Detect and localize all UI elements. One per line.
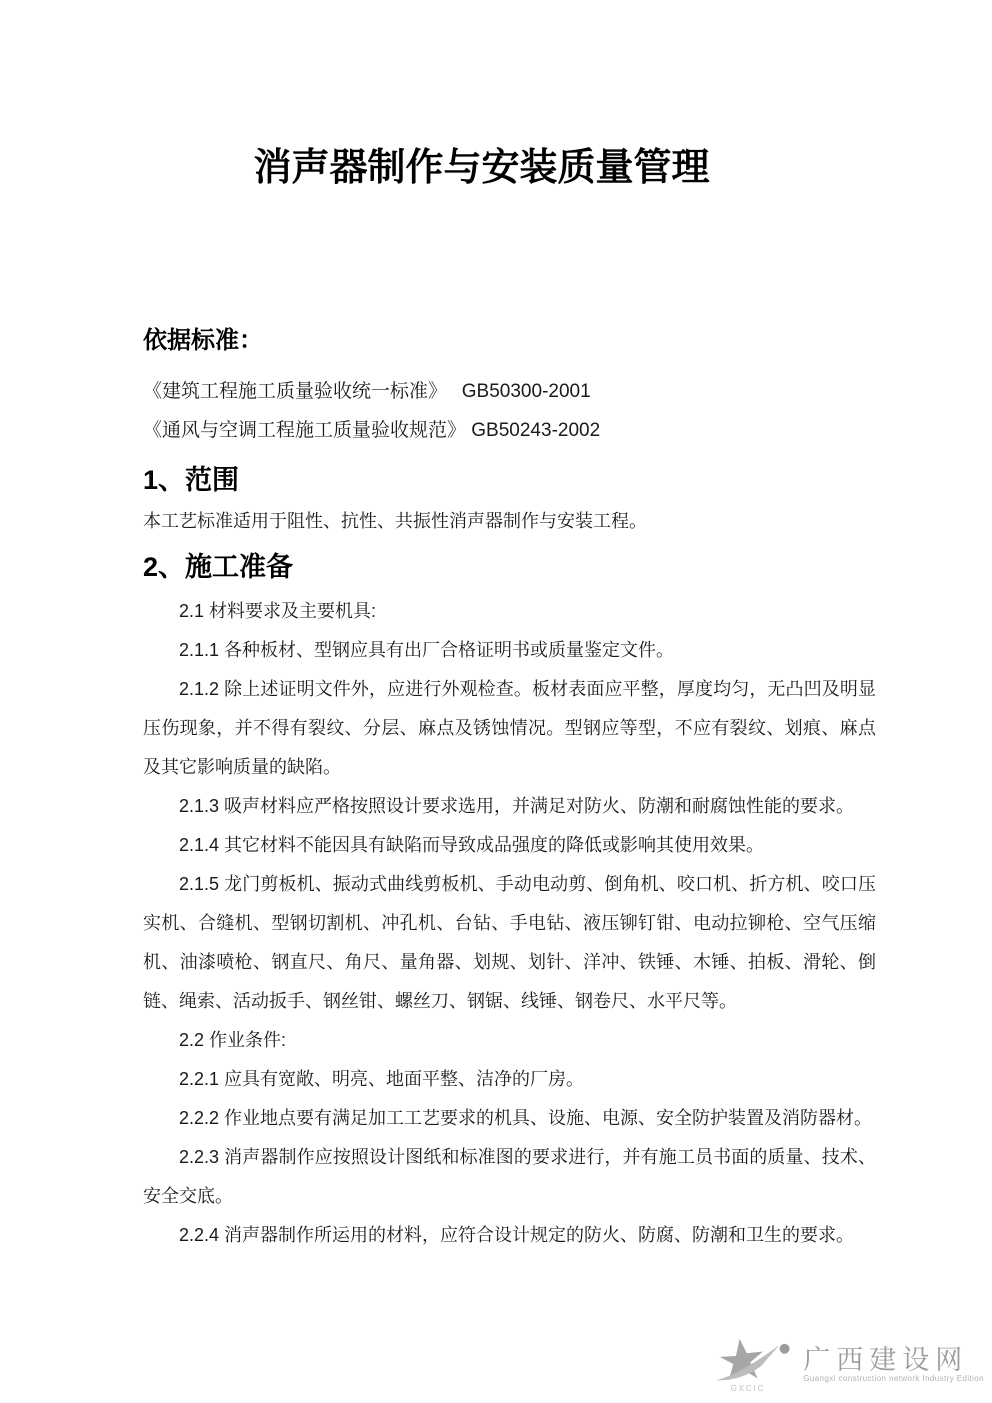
star-logo-icon <box>709 1333 799 1397</box>
paragraph-2-2-4: 2.2.4 消声器制作所运用的材料，应符合设计规定的防火、防腐、防潮和卫生的要求。 <box>179 1225 855 1245</box>
paragraph-2-1-4: 2.1.4 其它材料不能因具有缺陷而导致成品强度的降低或影响其使用效果。 <box>179 835 765 855</box>
section-1-paragraph: 本工艺标准适用于阻性、抗性、共振性消声器制作与安装工程。 <box>143 511 647 531</box>
paragraph-2-1: 2.1 材料要求及主要机具: <box>179 601 377 621</box>
watermark <box>709 1333 984 1397</box>
document-content <box>143 0 876 1255</box>
section-1-heading: 1、范围 <box>143 465 240 495</box>
standard-reference-1: 《建筑工程施工质量验收统一标准》 GB50300-2001 <box>143 381 591 402</box>
basis-standards-heading: 依据标准： <box>143 327 263 354</box>
standard-reference-2: 《通风与空调工程施工质量验收规范》 GB50243-2002 <box>143 420 601 441</box>
paragraph-2-1-1: 2.1.1 各种板材、型钢应具有出厂合格证明书或质量鉴定文件。 <box>179 640 675 660</box>
watermark-text-block <box>803 1346 984 1384</box>
paragraph-2-2-3: 2.2.3 消声器制作应按照设计图纸和标准图的要求进行，并有施工员书面的质量、技术、安全交底。 <box>143 1147 876 1206</box>
watermark-tagline: Guangxi construction network Industry Edition <box>803 1374 984 1383</box>
page-title: 消声器制作与安装质量管理 <box>253 147 710 189</box>
paragraph-2-2-2: 2.2.2 作业地点要有满足加工工艺要求的机具、设施、电源、安全防护装置及消防器材。 <box>179 1108 873 1128</box>
paragraph-2-2: 2.2 作业条件: <box>179 1030 287 1050</box>
section-2-heading: 2、施工准备 <box>143 552 294 582</box>
paragraph-2-1-5: 2.1.5 龙门剪板机、振动式曲线剪板机、手动电动剪、倒角机、咬口机、折方机、咬口压实机、合缝机、型钢切割机、冲孔机、台钻、手电钻、液压铆钉钳、电动拉铆枪、空气压缩机、油漆喷枪、钢直尺、角尺、量角器、划规、划针、洋冲、铁锤、木锤、拍板、滑轮、倒链、绳索、活动扳手、钢丝钳、螺丝刀、钢锯、线锤、钢卷尺、水平尺等。 <box>143 874 876 1011</box>
paragraph-2-1-3: 2.1.3 吸声材料应严格按照设计要求选用，并满足对防火、防潮和耐腐蚀性能的要求。 <box>179 796 855 816</box>
logo-mark-text: GXCIC <box>730 1384 766 1394</box>
paragraph-2-2-1: 2.2.1 应具有宽敞、明亮、地面平整、洁净的厂房。 <box>179 1069 585 1089</box>
paragraph-2-1-2: 2.1.2 除上述证明文件外，应进行外观检查。板材表面应平整，厚度均匀，无凸凹及明显压伤现象，并不得有裂纹、分层、麻点及锈蚀情况。型钢应等型，不应有裂纹、划痕、麻点及其它影响质量的缺陷。 <box>143 679 876 777</box>
watermark-site-name: 广西建设网 <box>803 1345 969 1375</box>
